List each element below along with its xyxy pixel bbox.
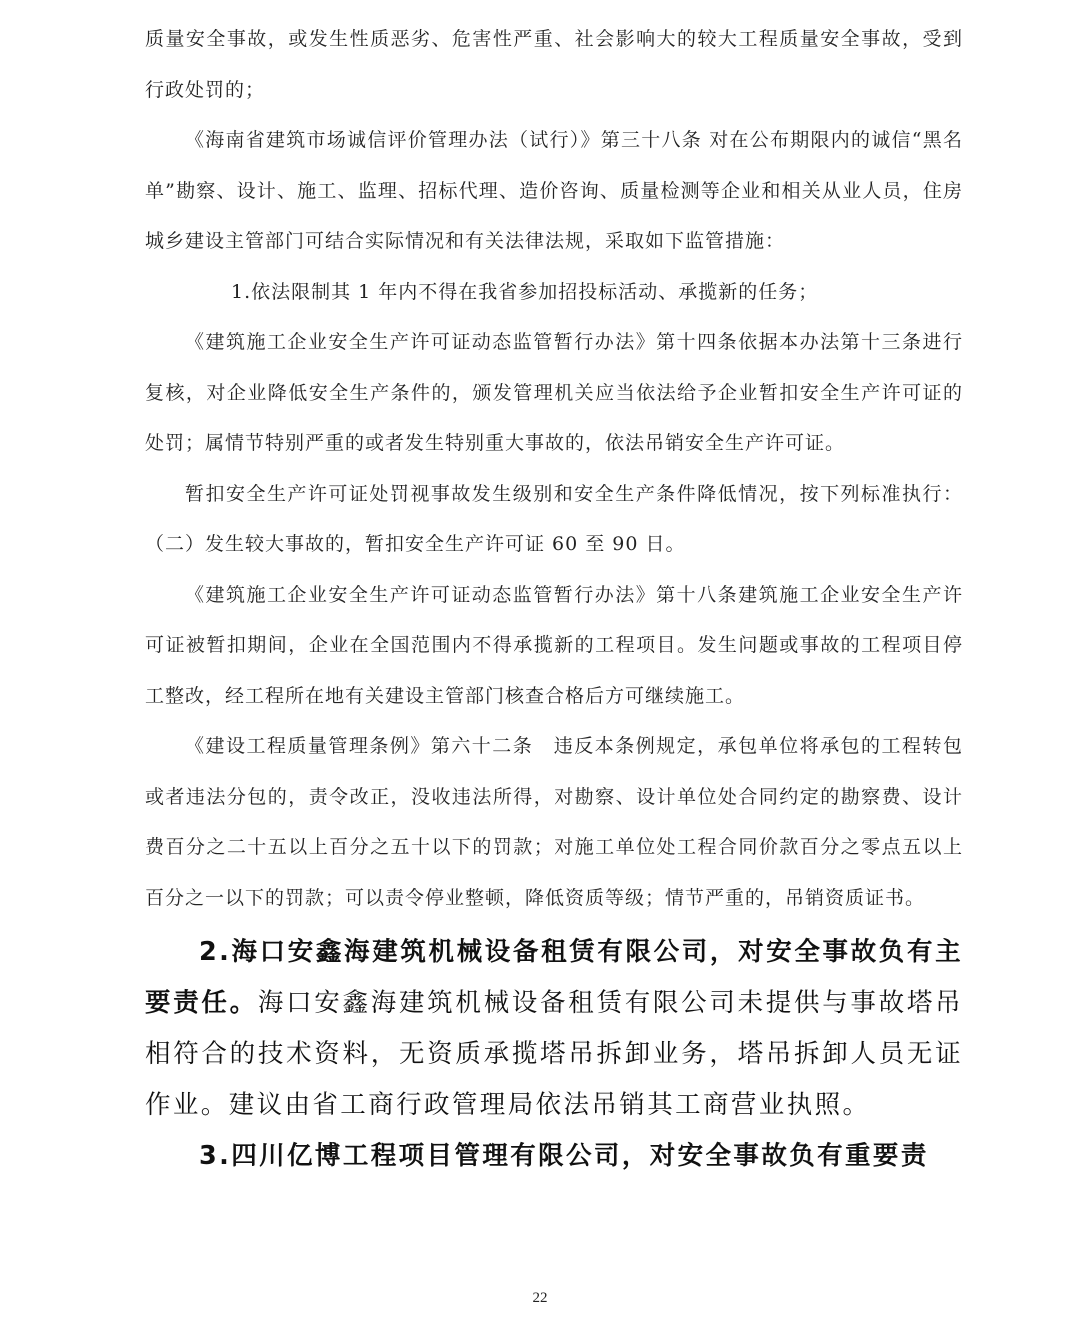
section-2-body: 海口安鑫海建筑机械设备租赁有限公司未提供与事故塔吊相符合的技术资料，无资质承揽塔吊拆卸业务，塔吊拆卸人员无证作业。建议由省工商行政管理局依法吊销其工商营业执照。 xyxy=(145,988,963,1120)
paragraph-license-article-18: 《建筑施工企业安全生产许可证动态监管暂行办法》第十八条建筑施工企业安全生产许可证被暂扣期间，企业在全国范围内不得承揽新的工程项目。发生问题或事故的工程项目停工整改，经工程所在地有关建设主管部门核查合格后方可继续施工。 xyxy=(145,583,963,707)
paragraph-quality-regulation-62: 《建设工程质量管理条例》第六十二条 违反本条例规定，承包单位将承包的工程转包或者违法分包的，责令改正，没收违法所得，对勘察、设计单位处合同约定的勘察费、设计费百分之二十五以上百分之五十以下的罚款；对施工单位处工程合同价款百分之零点五以上百分之一以下的罚款；可以责令停业整顿，降低资质等级；情节严重的，吊销资质证书。 xyxy=(145,735,963,909)
section-3-paragraph xyxy=(145,1131,963,1182)
paragraph-license-article-14: 《建筑施工企业安全生产许可证动态监管暂行办法》第十四条依据本办法第十三条进行复核，对企业降低安全生产条件的，颁发管理机关应当依法给予企业暂扣安全生产许可证的处罚；属情节特别严重的或者发生特别重大事故的，依法吊销安全生产许可证。 xyxy=(145,331,963,454)
list-item-restriction: 1.依法限制其 1 年内不得在我省参加招投标活动、承揽新的任务； xyxy=(231,280,819,303)
paragraph-continued: 质量安全事故，或发生性质恶劣、危害性严重、社会影响大的较大工程质量安全事故，受到行政处罚的； xyxy=(145,28,963,101)
section-2-paragraph xyxy=(145,927,963,1131)
paragraph-license-suspension: 暂扣安全生产许可证处罚视事故发生级别和安全生产条件降低情况，按下列标准执行：（二）发生较大事故的，暂扣安全生产许可证 60 至 90 日。 xyxy=(145,482,963,555)
paragraph-hainan-integrity-rule: 《海南省建筑市场诚信评价管理办法（试行）》第三十八条 对在公布期限内的诚信“黑名单”勘察、设计、施工、监理、招标代理、造价咨询、质量检测等企业和相关从业人员，住房城乡建设主管部门可结合实际情况和有关法律法规，采取如下监管措施： xyxy=(145,129,963,252)
document-body xyxy=(145,14,963,1182)
section-3-heading: 3.四川亿博工程项目管理有限公司，对安全事故负有重要责 xyxy=(199,1141,929,1171)
page-number: 22 xyxy=(532,1290,548,1306)
section-2-heading: 2.海口安鑫海建筑机械设备租赁有限公司，对安全事故负有主要责任。 xyxy=(145,937,963,1018)
